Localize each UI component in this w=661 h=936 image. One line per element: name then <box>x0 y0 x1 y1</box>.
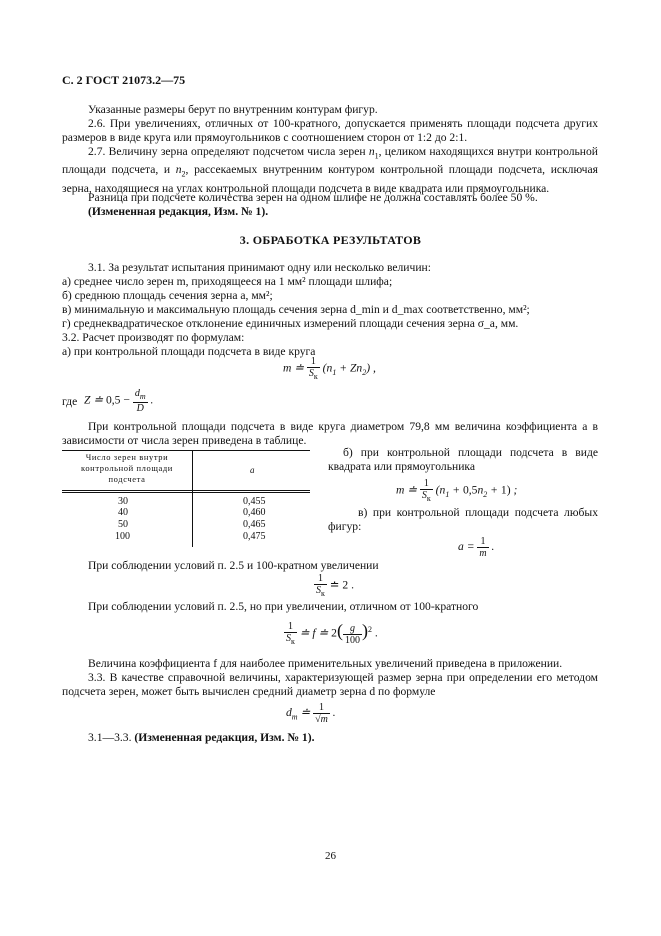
paragraph-100x: При соблюдении условий п. 2.5 и 100-кратном увеличении <box>88 559 379 572</box>
where-label: где <box>62 395 78 408</box>
formula-f: $\frac{1}{S_к}$ ≐ f ≐ 2( $\frac{g}{100}$ )$^2$ . <box>286 620 378 646</box>
paragraph-2-7: 2.7. Величину зерна определяют подсчетом числа зерен $n_1$, целиком находящихся внутри контрольной площади подсчета, и $n_2$, рассекаемых внутренним контуром контрольной площади подсчета, исключая зерна, находящиеся на углах контрольной площади подсчета в виде квадрата или прямоугольника. <box>62 145 598 195</box>
table-cell-a: 0,465 <box>243 519 266 530</box>
page-number: 26 <box>325 850 336 862</box>
table-header-count: Число зерен внутри контрольной площади подсчета <box>81 452 173 484</box>
amendment-note-2: 3.1—3.3. (Измененная редакция, Изм. № 1). <box>88 731 315 744</box>
table-cell-n: 40 <box>118 507 128 518</box>
amendment-note-1: (Измененная редакция, Изм. № 1). <box>88 205 269 218</box>
paragraph-3-3: 3.3. В качестве справочной величины, характеризующей размер зерна при определении его методом подсчета зерен, может быть вычислен средний диаметр зерна d по формуле <box>62 671 598 698</box>
table-header-rule-2 <box>62 492 310 493</box>
paragraph-non-100x: При соблюдении условий п. 2.5, но при увеличении, отличном от 100-кратного <box>88 600 479 613</box>
table-header-a: a <box>250 465 255 475</box>
formula-b-caption: б) при контрольной площади подсчета в виде квадрата или прямоугольника <box>328 446 598 473</box>
formula-sk-2: $\frac{1}{S_к}$ ≐ 2 . <box>316 573 355 598</box>
results-g: г) среднеквадратическое отклонение единичных измерений площади сечения зерна σ_a, мм. <box>62 317 519 330</box>
table-cell-n: 100 <box>115 531 130 542</box>
section-title: 3. ОБРАБОТКА РЕЗУЛЬТАТОВ <box>239 233 422 247</box>
table-column-divider <box>192 451 193 547</box>
results-3-2: 3.2. Расчет производят по формулам: <box>62 331 245 344</box>
table-cell-a: 0,475 <box>243 531 266 542</box>
paragraph-contours: Указанные размеры берут по внутренним контурам фигур. <box>88 103 378 116</box>
formula-a: a = $\frac{1}{m}$ . <box>458 536 495 559</box>
table-cell-n: 50 <box>118 519 128 530</box>
circle-note: При контрольной площади подсчета в виде круга диаметром 79,8 мм величина коэффициента a в зависимости от числа зерен приведена в таблице. <box>62 420 598 447</box>
table-cell-n: 30 <box>118 496 128 507</box>
paragraph-2-6: 2.6. При увеличениях, отличных от 100-кратного, допускается применять площади подсчета других размеров в виде круга или прямоугольников с соотношением сторон от 1:2 до 2:1. <box>62 117 598 144</box>
results-b: б) среднюю площадь сечения зерна а, мм²; <box>62 289 273 302</box>
paragraph-difference: Разница при подсчете количества зерен на одном шлифе не должна составлять более 50 %. <box>88 191 538 204</box>
table-cell-a: 0,455 <box>243 496 266 507</box>
formula-v-caption: в) при контрольной площади подсчета любых фигур: <box>328 506 598 533</box>
table-cell-a: 0,460 <box>243 507 266 518</box>
results-3-1: 3.1. За результат испытания принимают одну или несколько величин: <box>88 261 431 274</box>
results-a: а) среднее число зерен m, приходящееся на 1 мм² площади шлифа; <box>62 275 393 288</box>
page-header: С. 2 ГОСТ 21073.2—75 <box>62 73 186 87</box>
table-header-rule <box>62 490 310 491</box>
results-v: в) минимальную и максимальную площадь сечения зерна d_min и d_max соответственно, мм²; <box>62 303 530 316</box>
formula-m-square: m ≐ $\frac{1}{S_к}$ $(n_1 + 0,5n_2 + 1)$ ; <box>396 478 518 503</box>
table-top-rule <box>62 450 310 451</box>
formula-z: Z ≐ 0,5 − $\frac{d_т}{D}$ . <box>84 388 154 414</box>
results-circle: а) при контрольной площади подсчета в виде круга <box>62 345 316 358</box>
formula-d: $d_т$ ≐ $\frac{1}{√m}$ . <box>286 702 336 725</box>
formula-m-circle: m ≐ $\frac{1}{S_к}$ $(n_1 + Zn_2)$ , <box>283 356 376 381</box>
paragraph-coefficient-f: Величина коэффициента f для наиболее применительных увеличений приведена в приложении. <box>88 657 563 670</box>
